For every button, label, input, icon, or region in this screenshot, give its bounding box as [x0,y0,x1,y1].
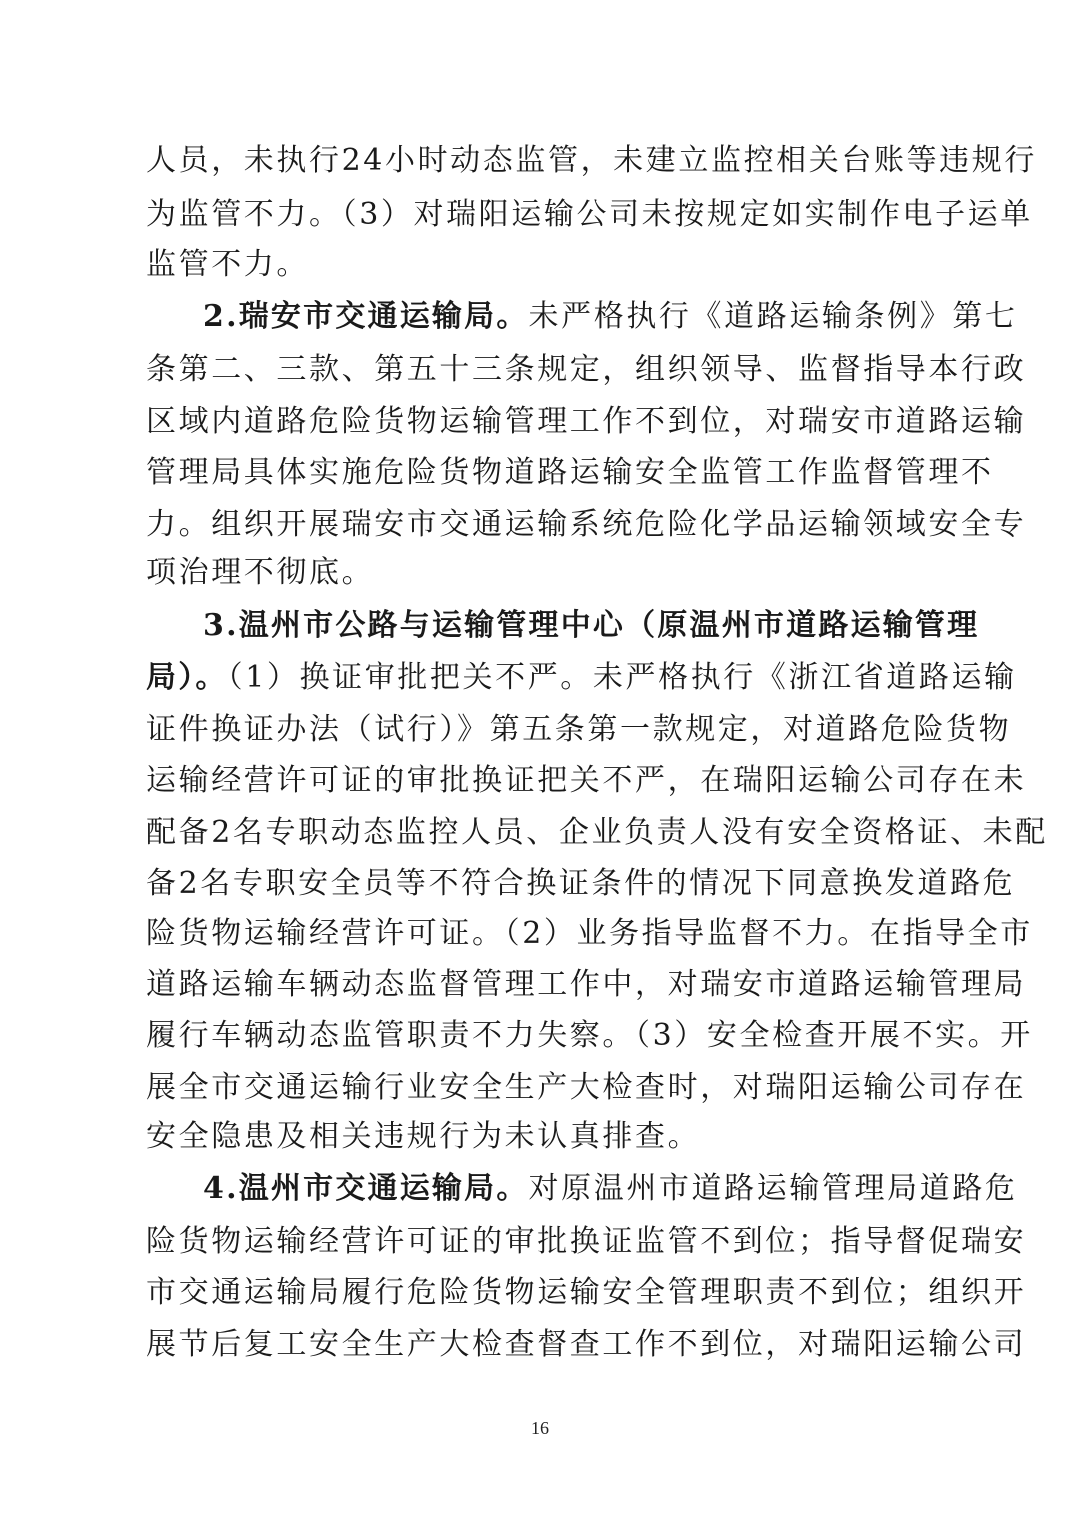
para1-line-1: 人员，未执行24小时动态监管，未建立监控相关台账等违规行 [146,143,1037,178]
para3-line-2-text: （1）换证审批把关不严。未严格执行《浙江省道路运输 [227,660,1017,695]
para3-line-11: 安全隐患及相关违规行为未认真排查。 [146,1119,701,1154]
para3-line-9: 履行车辆动态监管职责不力失察。（3）安全检查开展不实。开 [146,1018,1033,1053]
para2-line-1 [203,290,1018,344]
para4-heading: 4.温州市交通运输局。 [203,1171,529,1206]
para4-line-3: 市交通运输局履行危险货物运输安全管理职责不到位；组织开 [146,1275,1027,1310]
para3-line-3: 证件换证办法（试行）》第五条第一款规定，对道路危险货物 [146,712,1012,747]
para3-line-5: 配备2名专职动态监控人员、企业负责人没有安全资格证、未配 [146,815,1048,850]
para2-line-4: 管理局具体实施危险货物道路运输安全监管工作监督管理不 [146,455,994,490]
para3-line-8: 道路运输车辆动态监督管理工作中，对瑞安市道路运输管理局 [146,967,1027,1002]
para1-line-3: 监管不力。 [146,247,309,282]
para2-heading: 2.瑞安市交通运输局。 [203,299,529,334]
para3-heading-part-1: 3.温州市公路与运输管理中心（原温州市道路运输管理 [203,608,980,643]
para3-line-2 [146,651,1017,705]
para4-line-1-text: 对原温州市道路运输管理局道路危 [528,1171,1018,1206]
para4-line-2: 险货物运输经营许可证的审批换证监管不到位；指导督促瑞安 [146,1224,1027,1259]
para3-line-10: 展全市交通运输行业安全生产大检查时，对瑞阳运输公司存在 [146,1070,1027,1105]
para4-line-1 [203,1162,1018,1216]
para1-line-2: 为监管不力。（3）对瑞阳运输公司未按规定如实制作电子运单 [146,197,1033,232]
para3-line-4: 运输经营许可证的审批换证把关不严，在瑞阳运输公司存在未 [146,763,1027,798]
para2-line-3: 区域内道路危险货物运输管理工作不到位，对瑞安市道路运输 [146,404,1027,439]
para4-line-4: 展节后复工安全生产大检查督查工作不到位，对瑞阳运输公司 [146,1327,1027,1362]
para2-line-1-text: 未严格执行《道路运输条例》第七 [528,299,1018,334]
para2-line-2: 条第二、三款、第五十三条规定，组织领导、监督指导本行政 [146,352,1027,387]
para2-line-6: 项治理不彻底。 [146,555,375,590]
para3-heading-part-2: 局）。 [146,660,228,695]
para3-line-7: 险货物运输经营许可证。（2）业务指导监督不力。在指导全市 [146,916,1033,951]
page-number: 16 [531,1418,549,1438]
para3-heading-line-1 [203,599,980,653]
para2-line-5: 力。组织开展瑞安市交通运输系统危险化学品运输领域安全专 [146,507,1027,542]
para3-line-6: 备2名专职安全员等不符合换证条件的情况下同意换发道路危 [146,866,1016,901]
